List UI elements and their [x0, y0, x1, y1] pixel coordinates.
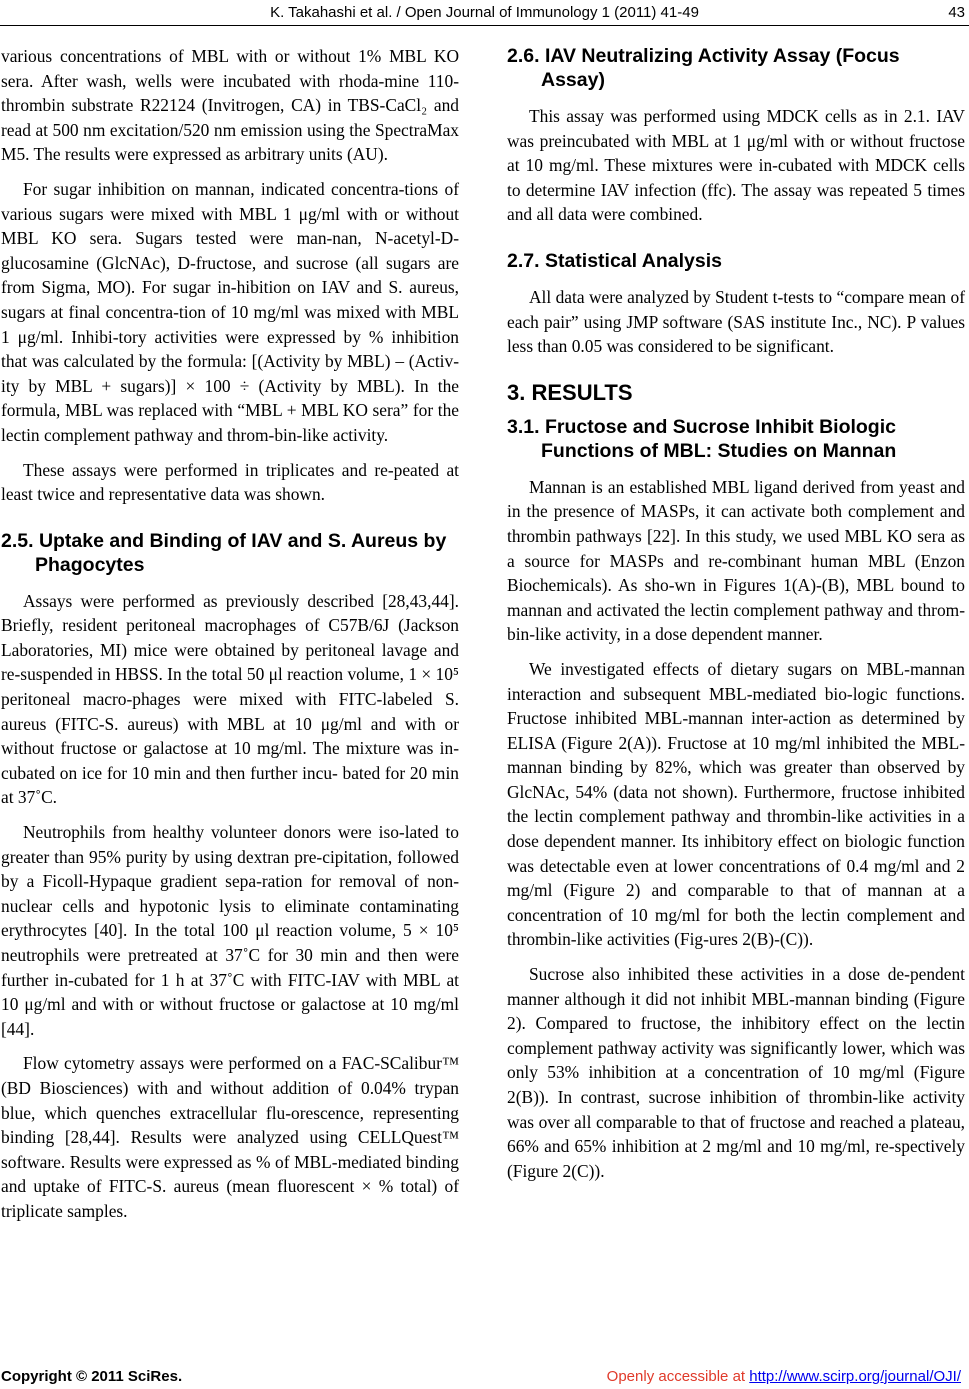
left-column [1, 44, 459, 1234]
journal-url-link[interactable]: http://www.scirp.org/journal/OJI/ [749, 1368, 961, 1385]
section-heading-2-6: 2.6. IAV Neutralizing Activity Assay (Focus Assay) [507, 45, 900, 91]
right-column [507, 44, 965, 1193]
section-heading-2-7: 2.7. Statistical Analysis [507, 249, 722, 272]
paragraph: We investigated effects of dietary sugars on MBL-mannan interaction and subsequent MBL-mediated bio-logic functions. Fructose inhibited MBL-mannan inter-action as determined by ELISA (Figure 2(A)). Fructose at 10 mg/ml inhibited the MBL-mannan binding by 82%, which was greater than observed by GlcNAc, 54% (data not shown). Furthermore, fructose inhibited the lectin complement pathway and thrombin-like activities in a dose dependent manner. Its inhibitory effect on biologic function was detectable even at lower concentrations of 0.4 mg/ml and 2 mg/ml (Figure 2) and comparable to that of mannan at a concentration of 10 mg/ml for both the lectin complement and thrombin-like activities (Fig-ures 2(B)-(C)). [507, 658, 965, 950]
paragraph: These assays were performed in triplicates and re-peated at least twice and representative data was shown. [1, 459, 459, 505]
header-rule [0, 25, 969, 26]
section-heading-3: 3. RESULTS [507, 379, 633, 405]
section-heading-3-1: 3.1. Fructose and Sucrose Inhibit Biologic Functions of MBL: Studies on Mannan [507, 415, 897, 462]
paragraph: For sugar inhibition on mannan, indicated concentra-tions of various sugars were mixed with MBL 1 μg/ml with or without MBL KO sera. Sugars tested were man-nan, N-acetyl-D-glucosamine (GlcNAc), D-fructose, and sucrose (all sugars are from Sigma, MO). For sugar in-hibition on IAV and S. aureus, sugars at final concentra-tion of 10 mg/ml was mixed with MBL 1 μg/ml. Inhibi-tory activities were expressed by % inhibition that was calculated by the formula: [(Activity by MBL) – (Activ-ity by MBL + sugars)] × 100 ÷ (Activity by MBL). In the formula, MBL was replaced with “MBL + MBL KO sera” for the lectin complement pathway and throm-bin-like activity. [1, 178, 459, 445]
running-head: K. Takahashi et al. / Open Journal of Immunology 1 (2011) 41-49 [270, 4, 699, 21]
page-number: 43 [948, 4, 965, 21]
paragraph: All data were analyzed by Student t-tests to “compare mean of each pair” using JMP software (SAS institute Inc., NC). P values less than 0.05 was considered to be significant. [507, 286, 965, 357]
paragraph: Sucrose also inhibited these activities in a dose de-pendent manner although it did not inhibit MBL-mannan binding (Figure 2). Compared to fructose, the inhibitory effect on the lectin complement pathway activity was significantly lower, which was only 53% inhibition at a concentration of 10 mg/ml (Figure 2(B)). In contrast, sucrose inhibition of thrombin-like activity was over all comparable to that of fructose and reached a plateau, 66% and 65% inhibition at 2 mg/ml and 10 mg/ml, re-spectively (Figure 2(C)). [507, 964, 965, 1181]
paragraph: Mannan is an established MBL ligand derived from yeast and in the presence of MASPs, it can activate both complement and thrombin pathways [22]. In this study, we used MBL KO sera as a source for MASPs and re-combinant human MBL (Enzon Biochemicals). As sho-wn in Figures 1(A)-(B), MBL bound to mannan and activated the lectin complement pathway and throm-bin-like activity, in a dose dependent manner. [507, 476, 965, 645]
paragraph: various concentrations of MBL with or without 1% MBL KO sera. After wash, wells were incubated with rhoda-mine 110-thrombin substrate R22124 (Invitrogen, CA) in TBS-CaCl₂ and read at 500 nm excitation/520 nm emission using the SpectraMax M5. The results were expressed as arbitrary units (AU). [1, 46, 459, 165]
open-access-notice [607, 1368, 961, 1385]
paragraph: This assay was performed using MDCK cells as in 2.1. IAV was preincubated with MBL at 1 μg/ml with or without fructose at 10 mg/ml. These mixtures were in-cubated with MDCK cells to determine IAV infection (ffc). The assay was repeated 5 times and all data were combined. [507, 106, 965, 225]
paragraph: Flow cytometry assays were performed on a FAC-SCalibur™ (BD Biosciences) with and without addition of 0.04% trypan blue, which quenches extracellular flu-orescence, representing binding [28,44]. Results were analyzed using CELLQuest™ software. Results were expressed as % of MBL-mediated binding and uptake of FITC-S. aureus (mean fluorescent × % total) of triplicate samples. [1, 1053, 459, 1221]
paragraph: Neutrophils from healthy volunteer donors were iso-lated to greater than 95% purity by using dextran pre-cipitation, followed by a Ficoll-Hypaque gradient sepa-ration for removal of non-nuclear cells and hypotonic lysis to eliminate contaminating erythrocytes [40]. In the total 100 μl reaction volume, 5 × 10⁵ neutrophils were pretreated at 37˚C for 30 min and then were further in-cubated for 1 h at 37˚C with FITC-IAV with MBL at 10 μg/ml and with or without fructose or galactose at 10 mg/ml [44]. [1, 822, 459, 1039]
copyright-notice: Copyright © 2011 SciRes. [1, 1368, 183, 1385]
section-heading-2-5: 2.5. Uptake and Binding of IAV and S. Aureus by Phagocytes [1, 529, 447, 576]
open-access-label: Openly accessible at [606, 1368, 750, 1385]
paragraph: Assays were performed as previously described [28,43,44]. Briefly, resident peritoneal macrophages of C57B/6J (Jackson Laboratories, MI) mice were obtained by peritoneal lavage and re-suspended in HBSS. In the total 50 μl reaction volume, 1 × 10⁵ peritoneal macro-phages were mixed with FITC-labeled S. aureus (FITC-S. aureus) with MBL at 10 μg/ml and with or without fructose or galactose at 10 mg/ml. The mixture was in-cubated on ice for 10 min and then further incu- bated for 20 min at 37˚C. [1, 590, 459, 808]
